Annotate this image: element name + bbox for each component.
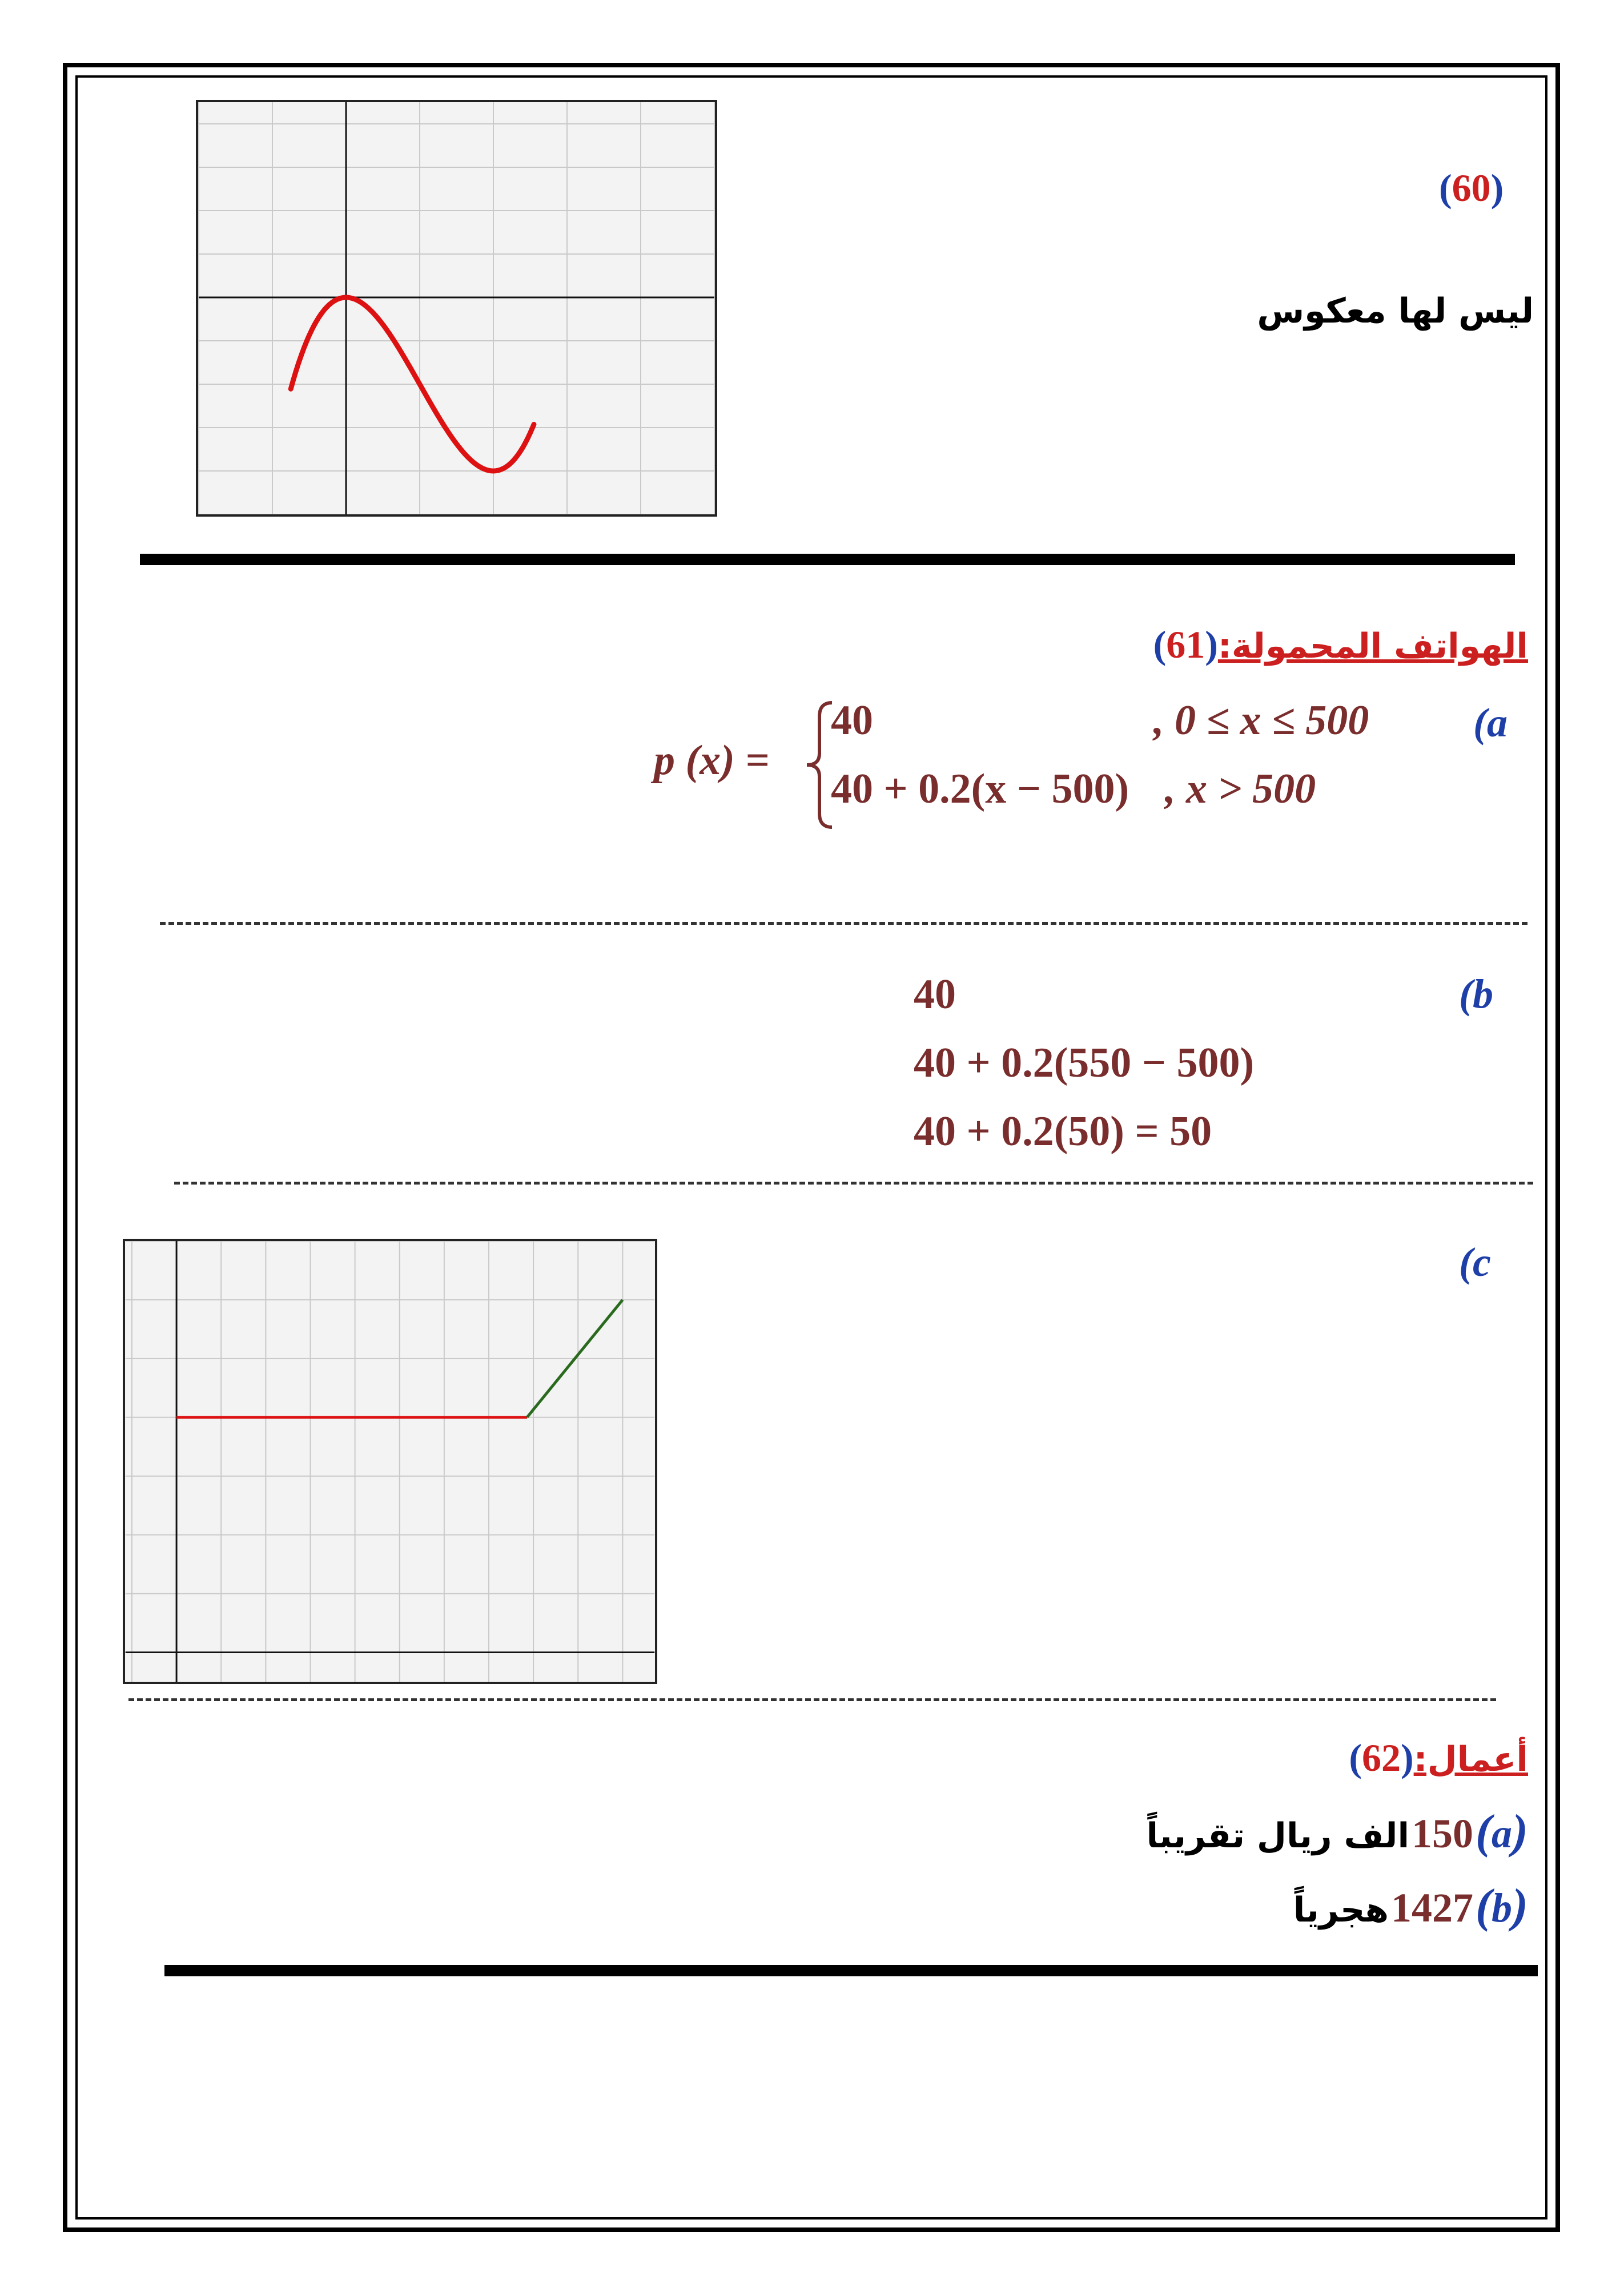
cubic-graph-grid (199, 102, 714, 514)
q61-c-label: (c (1459, 1239, 1491, 1285)
q60-number-text: 60 (1452, 166, 1491, 210)
piecewise-graph-grid (126, 1241, 654, 1682)
dashed-divider-1 (160, 922, 1527, 925)
q62-b-row: (b) 1427 هجرياً (1293, 1879, 1528, 1932)
q61-b-line1: 40 (914, 971, 956, 1018)
q62-title: أعمال: (1413, 1739, 1528, 1779)
q61-title: الهواتف المحمولة: (1217, 626, 1528, 666)
piecewise-graph (123, 1239, 657, 1684)
q60-number: (60) (1439, 166, 1504, 210)
q62-a-value: 150 (1412, 1811, 1474, 1856)
q61-a-case1-expr: 40 (831, 697, 873, 744)
q61-a-lhs: p (x) = (654, 737, 770, 784)
section-divider-1 (140, 554, 1515, 565)
q62-number-text: 62 (1361, 1736, 1401, 1779)
q61-a-label-text: a (1486, 700, 1508, 746)
dashed-divider-2 (174, 1182, 1533, 1185)
q61-number-text: 61 (1166, 623, 1205, 666)
q61-b-line2: 40 + 0.2(550 − 500) (914, 1040, 1255, 1086)
cubic-graph (196, 100, 717, 517)
section-divider-2 (164, 1965, 1538, 1976)
q62-b-value: 1427 (1391, 1885, 1474, 1931)
q62-header: أعمال:(62) (1349, 1736, 1528, 1779)
q61-a-label: (a (1473, 700, 1508, 746)
q61-a-case1-cond: , 0 ≤ x ≤ 500 (1153, 697, 1369, 744)
q62-a-label: a (1492, 1811, 1513, 1856)
q62-a-row: (a) 150 الف ريال تقريباً (1146, 1805, 1528, 1858)
dashed-divider-3 (128, 1698, 1496, 1701)
q61-b-label-text: b (1472, 971, 1493, 1017)
q61-header: الهواتف المحمولة:(61) (1153, 623, 1528, 666)
q62-b-label: b (1492, 1885, 1513, 1931)
q61-b-label: (b (1459, 971, 1493, 1017)
q62-a-text: الف ريال تقريباً (1146, 1816, 1410, 1856)
q61-b-line3: 40 + 0.2(50) = 50 (914, 1108, 1212, 1155)
q61-c-label-text: c (1472, 1239, 1491, 1285)
q62-b-text: هجرياً (1293, 1890, 1389, 1930)
q61-a-case2-cond: , x > 500 (1165, 766, 1316, 812)
q61-a-case2-expr: 40 + 0.2(x − 500) (831, 766, 1129, 812)
q60-answer: ليس لها معكوس (1257, 291, 1534, 331)
